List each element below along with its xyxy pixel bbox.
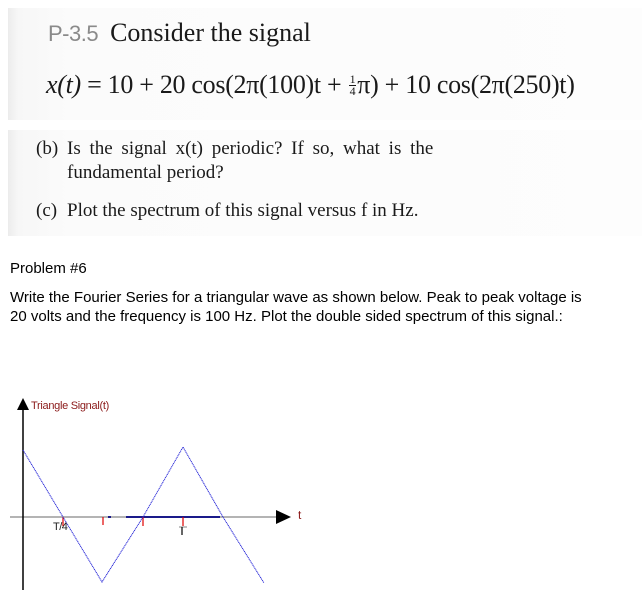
- y-axis-title: Triangle Signal(t): [31, 400, 109, 412]
- part-c-label: (c): [36, 200, 58, 221]
- problem-number: P-3.5: [48, 21, 99, 46]
- signal-equation: [46, 70, 575, 100]
- x-axis-arrow-icon: [276, 510, 291, 524]
- equation-term2: π) + 10 cos(2π(250)t): [357, 70, 575, 99]
- triangle-signal-chart: [0, 390, 320, 608]
- textbook-scan-header: [8, 8, 642, 120]
- part-c: [36, 200, 418, 222]
- equation-lhs: x(t): [46, 70, 81, 99]
- part-b: [36, 138, 433, 160]
- chart-svg: [0, 390, 320, 608]
- problem-heading: [48, 18, 311, 48]
- triangle-wave-line: [23, 447, 264, 583]
- y-axis-arrow-icon: [17, 398, 29, 410]
- textbook-scan-parts: [8, 130, 642, 236]
- x-axis-label: t: [298, 508, 302, 522]
- part-b-line1: Is the signal x(t) periodic? If so, what is the: [67, 138, 434, 159]
- problem-heading-text: Consider the signal: [110, 18, 311, 47]
- tick-label-t4: T/4: [53, 521, 68, 533]
- problem6-description-line1: Write the Fourier Series for a triangular wave as shown below. Peak to peak voltage is: [10, 289, 582, 306]
- problem6-title: Problem #6: [10, 260, 87, 277]
- equation-term1: 10 + 20 cos(2π(100)t +: [107, 70, 348, 99]
- part-c-line1: Plot the spectrum of this signal versus f in Hz.: [67, 200, 419, 221]
- part-b-line2: fundamental period?: [67, 162, 224, 183]
- part-b-label: (b): [36, 138, 59, 159]
- problem6-description-line2: 20 volts and the frequency is 100 Hz. Plot the double sided spectrum of this signal.:: [10, 308, 563, 325]
- equation-equals: =: [87, 70, 102, 99]
- equation-fraction: $\frac{1}{4}$: [349, 71, 356, 98]
